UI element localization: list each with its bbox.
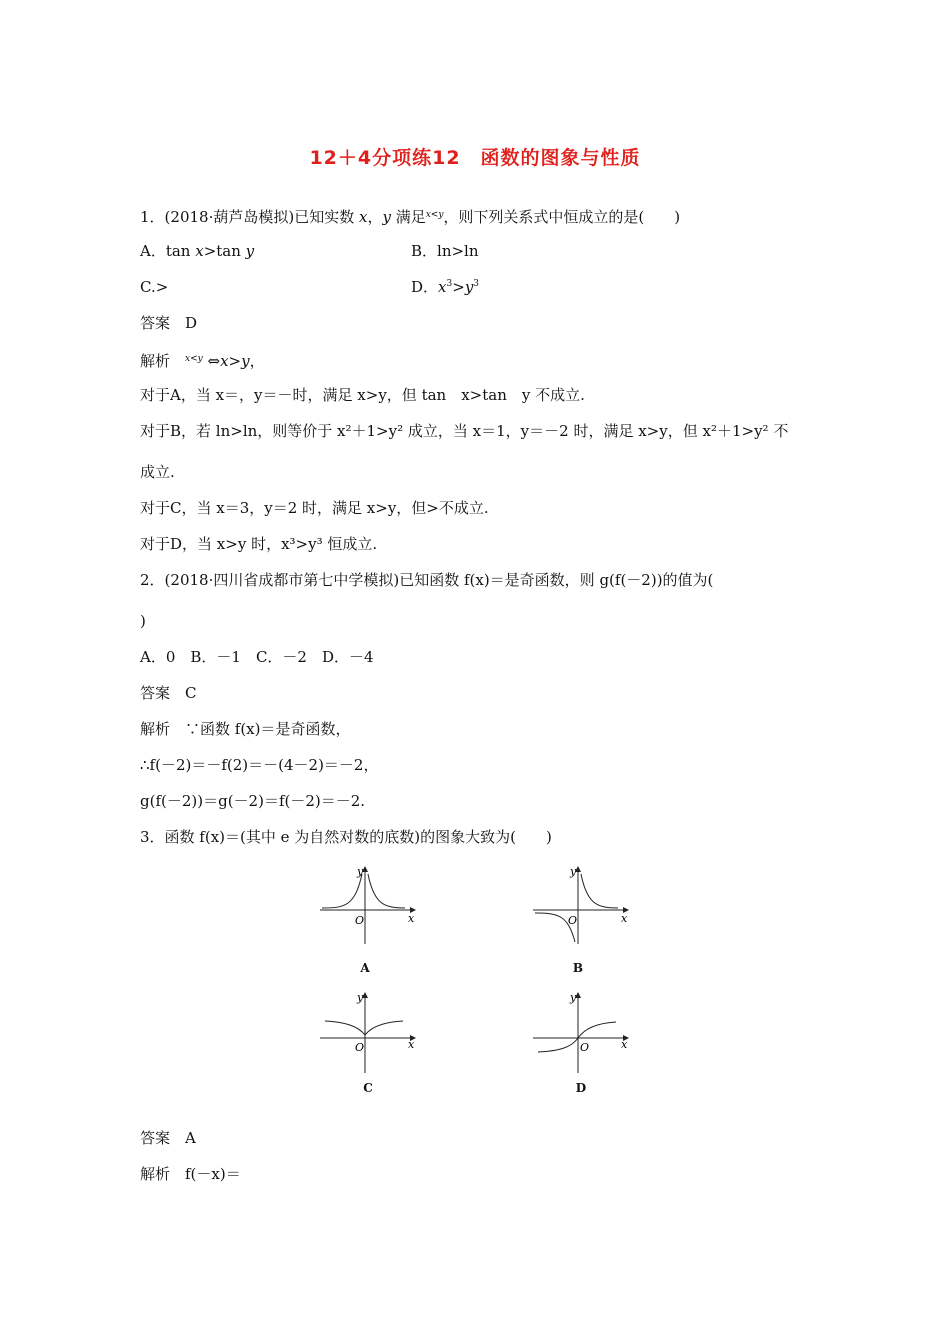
q3-answer: 答案 A: [140, 1129, 196, 1147]
q2-solution-1: 解析 ∵函数 f(x)＝是奇函数，: [140, 720, 351, 738]
y-axis-label: y: [357, 991, 364, 1004]
x-axis-label: x: [621, 1038, 628, 1051]
graph-a: [310, 862, 430, 972]
y-axis-label: y: [570, 991, 577, 1004]
x-axis-label: x: [408, 1038, 415, 1051]
q2-answer: 答案 C: [140, 684, 197, 702]
q1-case-d: 对于D，当 x>y 时，x³>y³ 恒成立.: [140, 535, 378, 553]
q1-stem: 1．(2018·葫芦岛模拟)已知实数 x，y 满足$^{x<y}$，则下列关系式中恒成立的是( ): [140, 208, 681, 226]
q1-case-c: 对于C，当 x＝3，y＝2 时，满足 x>y，但>不成立.: [140, 499, 489, 517]
graph-b-label: B: [572, 961, 584, 975]
x-axis-label: x: [621, 912, 628, 925]
origin-label: O: [355, 914, 365, 927]
graph-b: [523, 862, 643, 972]
q1-option-d: D．$x^3>y^3$: [411, 278, 480, 296]
q1-option-c: C.>: [140, 278, 169, 296]
q1-answer: 答案 D: [140, 314, 198, 332]
graph-d-label: D: [575, 1081, 587, 1095]
q1-solution: 解析 $^{x<y}$ ⇔x>y，: [140, 352, 265, 370]
graph-a-label: A: [360, 961, 370, 975]
q1-option-b: B．ln>ln: [411, 242, 479, 260]
y-axis-label: y: [570, 865, 577, 878]
q2-solution-3: g(f(－2))＝g(－2)＝f(－2)＝－2.: [140, 792, 366, 810]
origin-label: O: [568, 914, 578, 927]
origin-label: O: [355, 1041, 365, 1054]
q2-solution-2: ∴f(－2)＝－f(2)＝－(4－2)＝－2，: [140, 756, 379, 774]
q2-options: A．0 B．－1 C．－2 D．－4: [140, 648, 374, 666]
graph-c-label: C: [363, 1081, 373, 1095]
origin-label: O: [580, 1041, 590, 1054]
x-axis-label: x: [408, 912, 415, 925]
q1-option-a: A．tan x>tan y: [140, 242, 255, 260]
page-title: 12＋4分项练12 函数的图象与性质: [309, 147, 641, 169]
q2-stem-cont: ): [140, 612, 146, 630]
q2-stem: 2．(2018·四川省成都市第七中学模拟)已知函数 f(x)＝是奇函数，则 g(f(－2))的值为(: [140, 571, 714, 589]
q1-case-b-cont: 成立.: [140, 463, 175, 481]
q3-solution: 解析 f(－x)＝: [140, 1165, 241, 1183]
q3-stem: 3．函数 f(x)＝(其中 e 为自然对数的底数)的图象大致为( ): [140, 828, 552, 846]
y-axis-label: y: [357, 865, 364, 878]
q1-case-b: 对于B，若 ln>ln，则等价于 x²＋1>y² 成立，当 x＝1，y＝－2 时，满足 x>y，但 x²＋1>y² 不: [140, 422, 789, 440]
q1-case-a: 对于A，当 x＝，y＝－时，满足 x>y，但 tan x>tan y 不成立.: [140, 386, 585, 404]
